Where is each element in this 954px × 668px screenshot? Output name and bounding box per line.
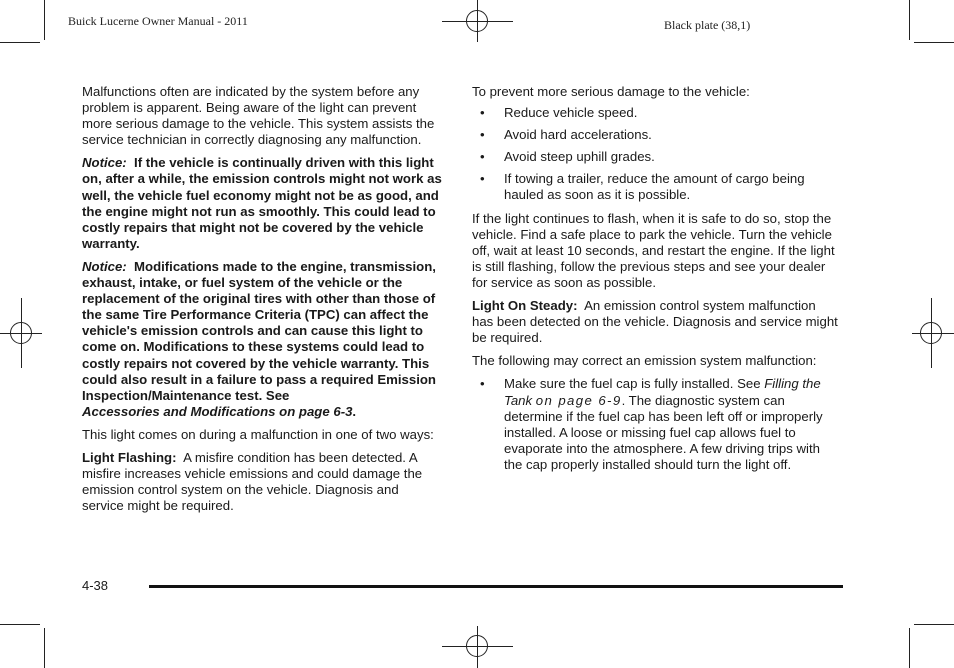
paragraph: The following may correct an emission system malfunction: — [472, 353, 817, 369]
crop-mark — [44, 628, 45, 668]
term-label: Light Flashing: — [82, 449, 177, 465]
list-item-text: . The diagnostic system can determine if the fuel cap has been left off or improperly installed. A loose or missing fuel cap allows fuel to evaporate into the atmosphere. A few driving trips with the cap properly installed should turn the light off. — [504, 392, 823, 472]
cross-reference-page[interactable]: on page 6-9 — [535, 392, 622, 408]
footer-rule — [149, 585, 843, 588]
paragraph: To prevent more serious damage to the vehicle: — [472, 84, 750, 99]
cross-reference-link[interactable]: Accessories and Modifications on page 6-3 — [82, 403, 353, 419]
list-item-text: Make sure the fuel cap is fully installed. See — [504, 376, 761, 392]
term-text: A misfire condition has been detected. A misfire increases vehicle emissions and could damage the emission control system on the vehicle. Diagnosis and service might be required. — [82, 449, 423, 514]
left-column — [82, 84, 442, 521]
list-item: • Avoid steep uphill grades. — [472, 149, 838, 165]
light-flashing-paragraph — [82, 450, 442, 514]
light-on-steady-paragraph — [472, 298, 838, 346]
list-item: • Reduce vehicle speed. — [472, 105, 838, 121]
bullet-list — [472, 105, 838, 203]
list-item: • If towing a trailer, reduce the amount of cargo being hauled as soon as it is possible. — [472, 171, 838, 203]
crop-mark — [909, 628, 910, 668]
cross-reference-link[interactable]: Filling the Tank — [504, 376, 821, 408]
right-column — [472, 84, 838, 480]
crop-mark — [0, 624, 40, 625]
list-item: • Avoid hard accelerations. — [472, 127, 838, 143]
notice-label: Notice: — [82, 155, 127, 171]
bullet-list — [472, 376, 838, 473]
paragraph: If the light continues to flash, when it is safe to do so, stop the vehicle. Find a safe place to park the vehicle. Turn the vehicle off, wait at least 10 seconds, and restart the engine. If the light is still flashing, follow the previous steps and see your dealer for service as soon as possible. — [472, 210, 835, 290]
manual-title: Buick Lucerne Owner Manual - 2011 — [68, 14, 248, 28]
crop-mark — [0, 42, 40, 43]
crop-mark — [914, 42, 954, 43]
plate-label: Black plate (38,1) — [664, 18, 751, 32]
list-item — [472, 376, 838, 473]
crop-mark — [909, 0, 910, 40]
paragraph: This light comes on during a malfunction in one of two ways: — [82, 426, 434, 442]
notice-text: If the vehicle is continually driven with this light on, after a while, the emission controls might not work as well, the vehicle fuel economy might not be as good, and the engine might not run as smoothly. This could lead to costly repairs that might not be covered by the vehicle warranty. — [82, 155, 442, 251]
notice-paragraph — [82, 155, 442, 252]
page-number: 4-38 — [82, 578, 109, 593]
notice-paragraph — [82, 259, 442, 420]
notice-label: Notice: — [82, 258, 127, 274]
notice-text: Modifications made to the engine, transmission, exhaust, intake, or fuel system of the vehicle or the replacement of the original tires with other than those of the same Tire Performance Criteria (TPC) can affect the vehicle's emission controls and can cause this light to come on. Modifications to these systems could lead to costly repairs not covered by the vehicle warranty. This could also result in a failure to pass a required Emission Inspection/Maintenance test. See — [82, 258, 436, 403]
term-text: An emission control system malfunction has been detected on the vehicle. Diagnosis and service might be required. — [472, 298, 838, 346]
paragraph: Malfunctions often are indicated by the system before any problem is apparent. Being aware of the light can prevent more serious damage to the vehicle. This system assists the service technician in correctly diagnosing any malfunction. — [82, 84, 435, 148]
punctuation: . — [352, 403, 357, 419]
crop-mark — [44, 0, 45, 40]
crop-mark — [914, 624, 954, 625]
term-label: Light On Steady: — [472, 298, 578, 314]
